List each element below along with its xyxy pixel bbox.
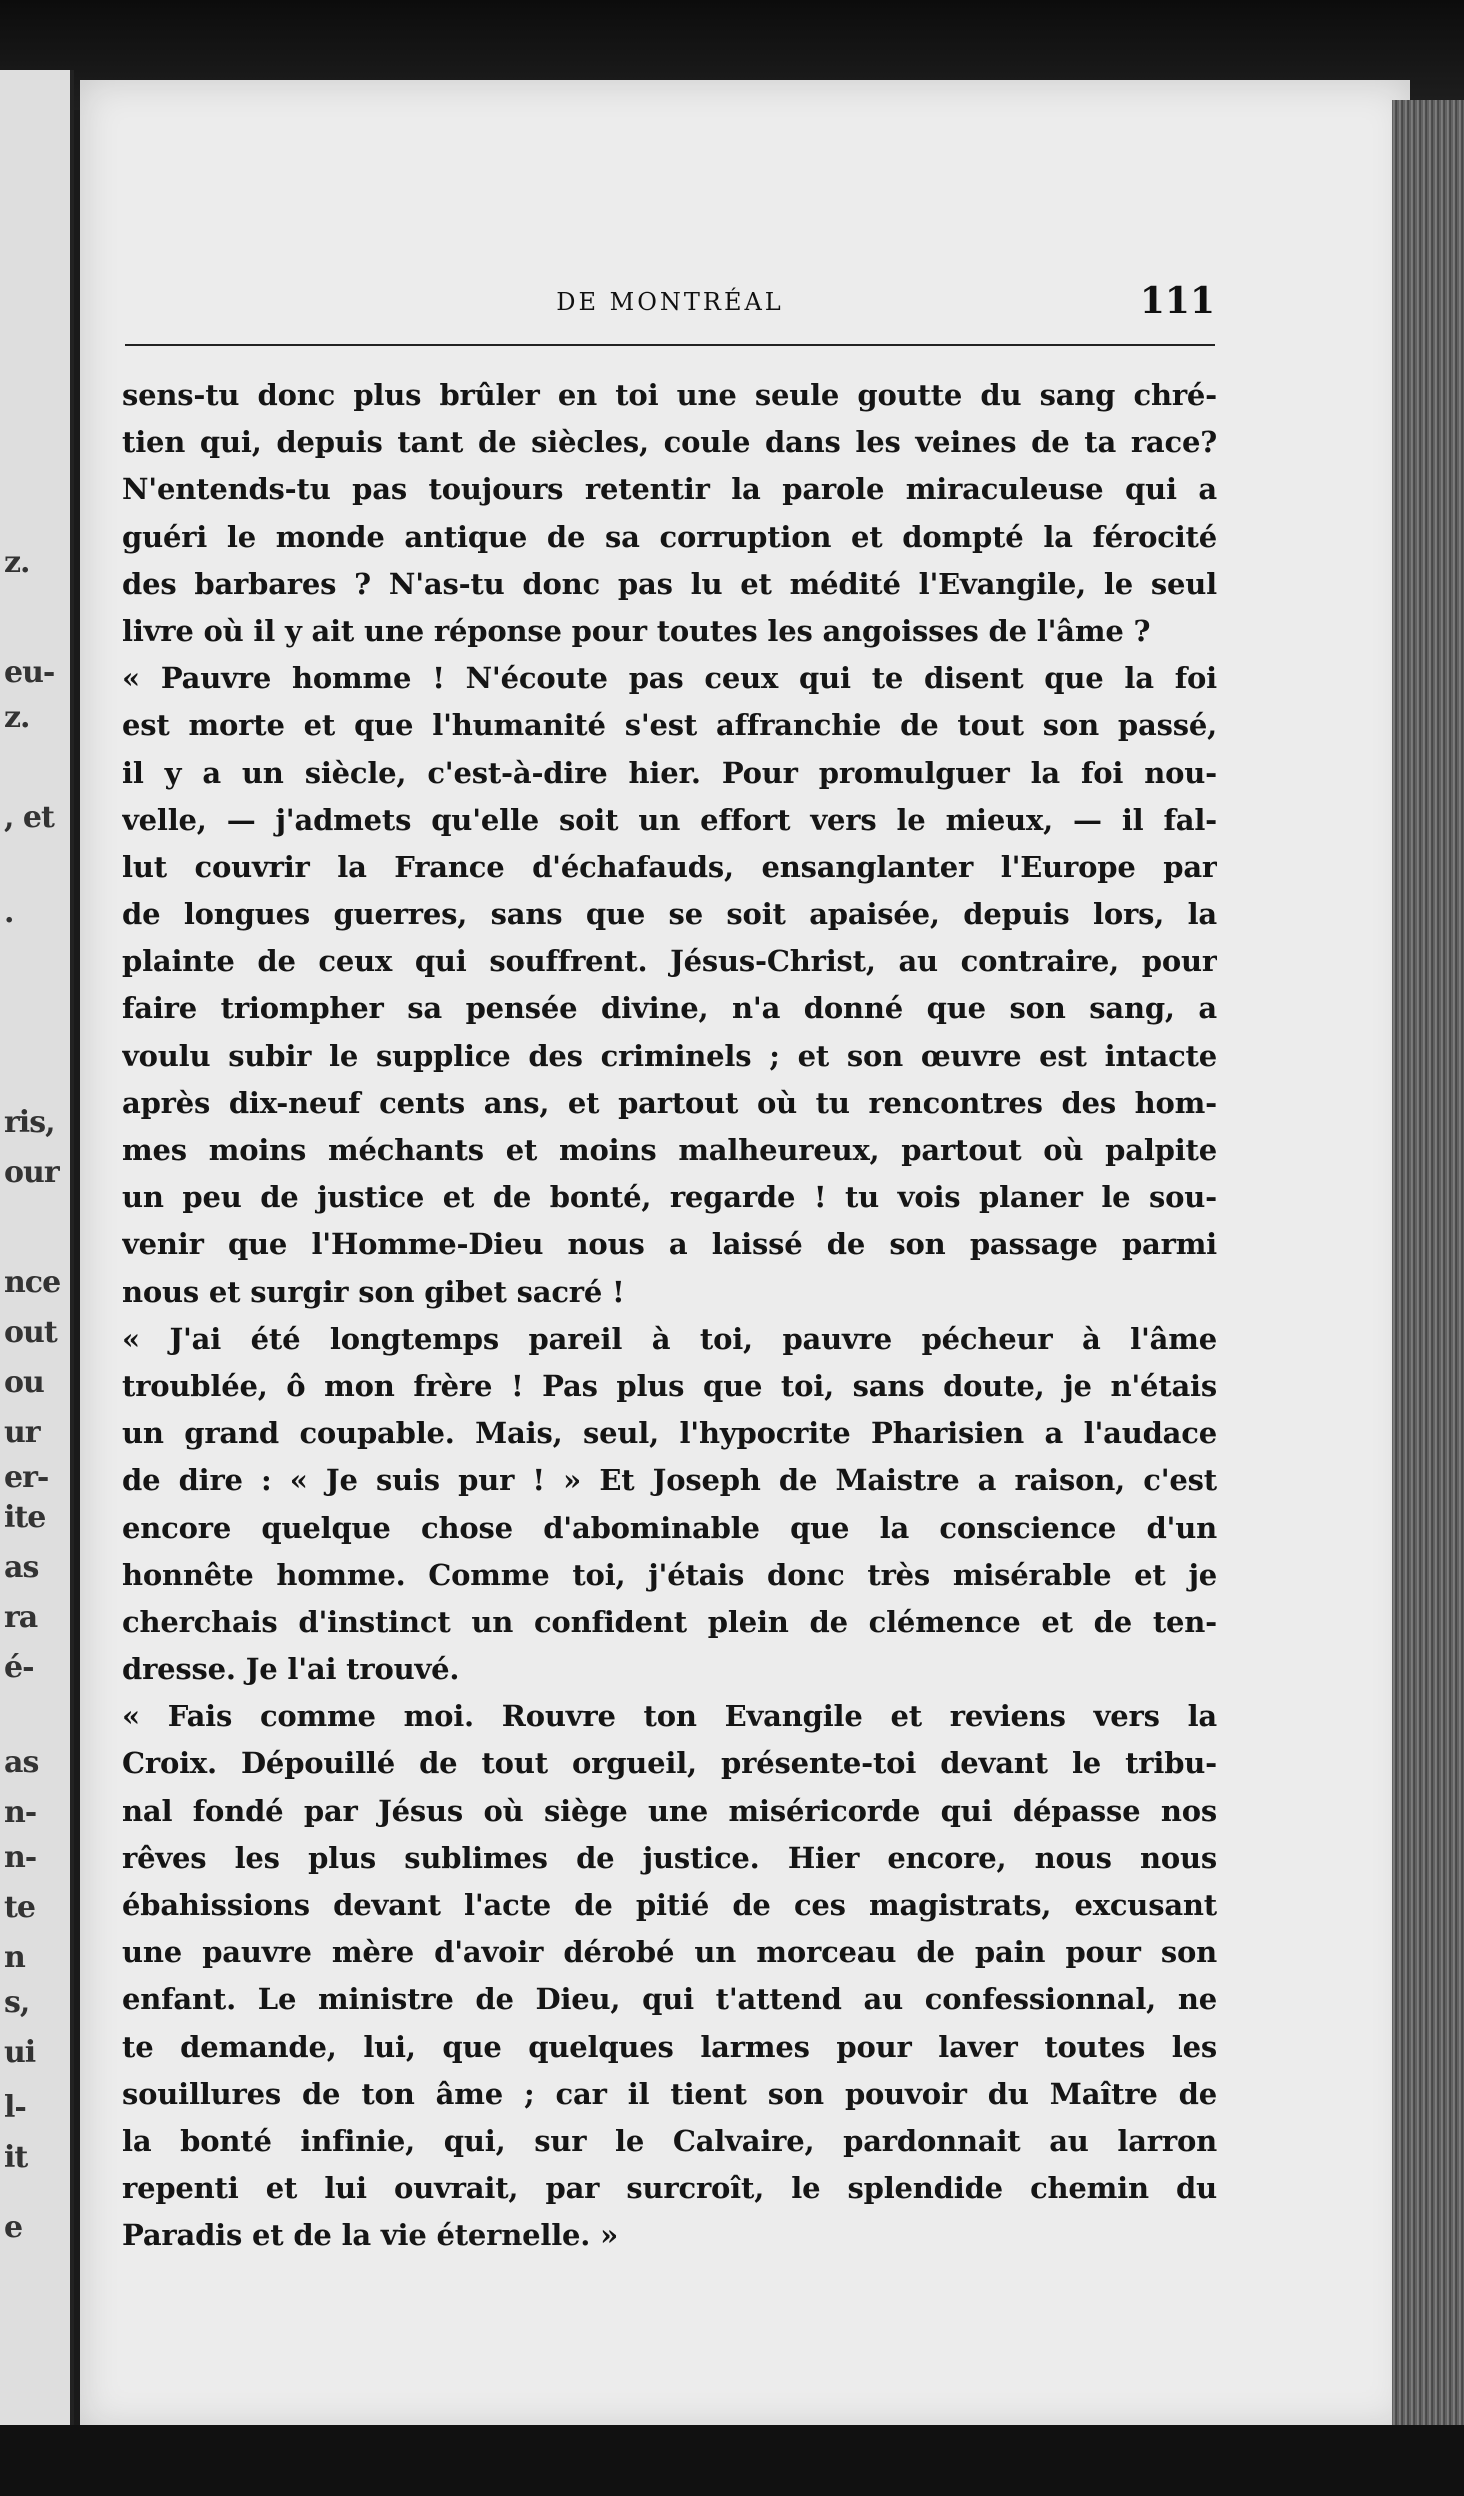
facing-page-fragment: ris, (4, 1105, 55, 1140)
text-line: encore quelque chose d'abominable que la conscience d'un (122, 1510, 1217, 1545)
facing-page-fragment: n- (4, 1840, 37, 1875)
text-line: N'entends-tu pas toujours retentir la parole miraculeuse qui a (122, 472, 1217, 507)
text-line: repenti et lui ouvrait, par surcroît, le splendide chemin du (122, 2171, 1217, 2206)
facing-page-fragment: n (4, 1940, 25, 1975)
facing-page-fragment: l- (4, 2090, 26, 2125)
text-line: Croix. Dépouillé de tout orgueil, présente-toi devant le tribu- (122, 1746, 1217, 1781)
text-line: souillures de ton âme ; car il tient son pouvoir du Maître de (122, 2076, 1217, 2111)
text-line: dresse. Je l'ai trouvé. (122, 1652, 460, 1687)
header-rule (125, 344, 1215, 346)
text-line: nous et surgir son gibet sacré ! (122, 1274, 625, 1309)
facing-page-fragment: te (4, 1890, 35, 1925)
facing-page-fragment: eu- (4, 655, 55, 690)
text-line: après dix-neuf cents ans, et partout où tu rencontres des hom- (122, 1085, 1217, 1120)
text-line: est morte et que l'humanité s'est affranchie de tout son passé, (122, 708, 1217, 743)
facing-page-fragment: it (4, 2140, 28, 2175)
facing-page-fragment: é- (4, 1650, 34, 1685)
facing-page-fragment: , et (4, 800, 54, 835)
text-line: tien qui, depuis tant de siècles, coule dans les veines de ta race? (122, 425, 1217, 460)
facing-page-fragment: n- (4, 1795, 37, 1830)
text-line: faire triompher sa pensée divine, n'a donné que son sang, a (122, 991, 1217, 1026)
text-line: enfant. Le ministre de Dieu, qui t'attend au confessionnal, ne (122, 1982, 1217, 2017)
facing-page-fragment: ou (4, 1365, 44, 1400)
text-line: troublée, ô mon frère ! Pas plus que toi, sans doute, je n'étais (122, 1368, 1217, 1403)
running-title: DE MONTRÉAL (556, 288, 784, 316)
text-line: Paradis et de la vie éternelle. » (122, 2218, 619, 2253)
text-line: cherchais d'instinct un confident plein de clémence et de ten- (122, 1604, 1217, 1639)
text-line: velle, — j'admets qu'elle soit un effort vers le mieux, — il fal- (122, 802, 1217, 837)
scan-background-bottom (0, 2425, 1464, 2496)
text-line: « J'ai été longtemps pareil à toi, pauvre pécheur à l'âme (122, 1321, 1217, 1356)
facing-page-fragment: nce (4, 1265, 61, 1300)
text-line: une pauvre mère d'avoir dérobé un morceau de pain pour son (122, 1935, 1217, 1970)
page-header (125, 280, 1215, 330)
facing-page-fragment: . (4, 895, 14, 930)
text-line: un peu de justice et de bonté, regarde ! tu vois planer le sou- (122, 1180, 1217, 1215)
facing-page-fragment: out (4, 1315, 57, 1350)
text-line: de longues guerres, sans que se soit apaisée, depuis lors, la (122, 897, 1217, 932)
facing-page-fragment: e (4, 2210, 23, 2245)
page-number: 111 (1139, 280, 1215, 322)
text-line: guéri le monde antique de sa corruption et dompté la férocité (122, 519, 1217, 554)
facing-page-fragment: ur (4, 1415, 40, 1450)
text-line: rêves les plus sublimes de justice. Hier encore, nous nous (122, 1840, 1217, 1875)
facing-page-fragment: ra (4, 1600, 38, 1635)
text-line: te demande, lui, que quelques larmes pour laver toutes les (122, 2029, 1217, 2064)
text-line: de dire : « Je suis pur ! » Et Joseph de Maistre a raison, c'est (122, 1463, 1217, 1498)
text-line: des barbares ? N'as-tu donc pas lu et médité l'Evangile, le seul (122, 566, 1217, 601)
facing-page-fragment: ite (4, 1500, 46, 1535)
text-line: « Fais comme moi. Rouvre ton Evangile et reviens vers la (122, 1699, 1217, 1734)
text-line: mes moins méchants et moins malheureux, partout où palpite (122, 1133, 1217, 1167)
facing-page-fragment: z. (4, 700, 30, 735)
page-stack-edge (1392, 100, 1464, 2430)
facing-page-fragment: er- (4, 1460, 49, 1495)
facing-page-fragment: as (4, 1745, 39, 1780)
facing-page-fragment: ui (4, 2035, 36, 2070)
text-line: « Pauvre homme ! N'écoute pas ceux qui te disent que la foi (122, 661, 1217, 696)
facing-page-fragment: our (4, 1155, 59, 1190)
text-line: la bonté infinie, qui, sur le Calvaire, pardonnait au larron (122, 2123, 1217, 2158)
text-line: il y a un siècle, c'est-à-dire hier. Pour promulguer la foi nou- (122, 755, 1217, 790)
facing-page-edge (0, 70, 74, 2430)
text-line: nal fondé par Jésus où siège une miséricorde qui dépasse nos (122, 1793, 1217, 1828)
body-text (122, 372, 1217, 2260)
facing-page-fragment: as (4, 1550, 39, 1585)
facing-page-fragment: z. (4, 545, 30, 580)
text-line: voulu subir le supplice des criminels ; et son œuvre est intacte (122, 1038, 1217, 1073)
text-line: livre où il y ait une réponse pour toutes les angoisses de l'âme ? (122, 613, 1151, 648)
text-line: sens-tu donc plus brûler en toi une seule goutte du sang chré- (122, 378, 1217, 412)
text-line: venir que l'Homme-Dieu nous a laissé de son passage parmi (122, 1227, 1217, 1262)
text-line: un grand coupable. Mais, seul, l'hypocrite Pharisien a l'audace (122, 1416, 1217, 1451)
text-line: lut couvrir la France d'échafauds, ensanglanter l'Europe par (122, 849, 1217, 884)
text-line: plainte de ceux qui souffrent. Jésus-Christ, au contraire, pour (122, 944, 1217, 979)
text-line: honnête homme. Comme toi, j'étais donc très misérable et je (122, 1557, 1217, 1592)
text-line: ébahissions devant l'acte de pitié de ces magistrats, excusant (122, 1888, 1217, 1922)
facing-page-fragment: s, (4, 1985, 30, 2020)
